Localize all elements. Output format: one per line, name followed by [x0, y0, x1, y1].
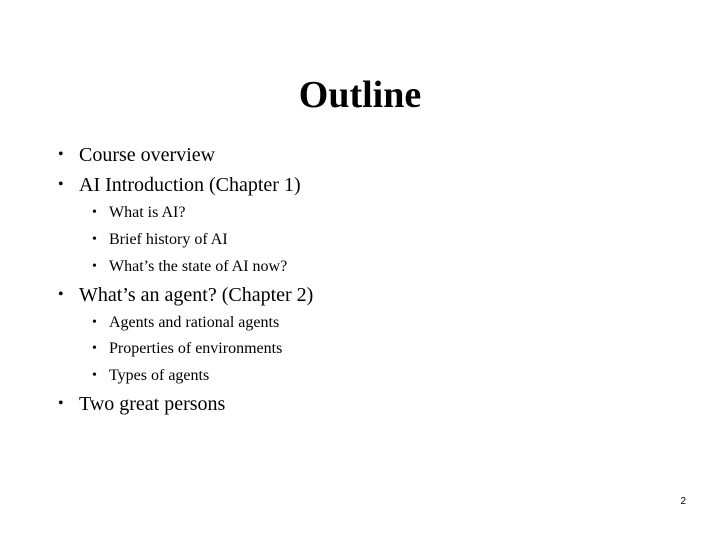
- bullet-icon: •: [58, 146, 64, 163]
- bullet-icon: •: [58, 395, 64, 412]
- outline-subitem-text: Agents and rational agents: [109, 314, 280, 331]
- bullet-icon: •: [58, 176, 64, 193]
- bullet-icon: •: [92, 205, 97, 220]
- outline-subitem-text: Types of agents: [109, 367, 210, 384]
- bullet-icon: •: [58, 286, 64, 303]
- bullet-icon: •: [92, 341, 97, 356]
- outline-subitem-text: Properties of environments: [109, 340, 283, 357]
- outline-subitem-text: What is AI?: [109, 204, 186, 221]
- outline-item-text: What’s an agent? (Chapter 2): [79, 284, 314, 306]
- page-number: 2: [680, 496, 686, 507]
- outline-subitem-text: What’s the state of AI now?: [109, 258, 288, 275]
- outline-subitem-text: Brief history of AI: [109, 231, 228, 248]
- outline-item-text: Two great persons: [79, 393, 226, 415]
- outline-item-text: Course overview: [79, 144, 216, 166]
- slide-title-text: Outline: [298, 74, 422, 116]
- bullet-icon: •: [92, 259, 97, 274]
- outline-item-text: AI Introduction (Chapter 1): [79, 174, 301, 196]
- bullet-icon: •: [92, 232, 97, 247]
- bullet-icon: •: [92, 368, 97, 383]
- bullet-icon: •: [92, 315, 97, 330]
